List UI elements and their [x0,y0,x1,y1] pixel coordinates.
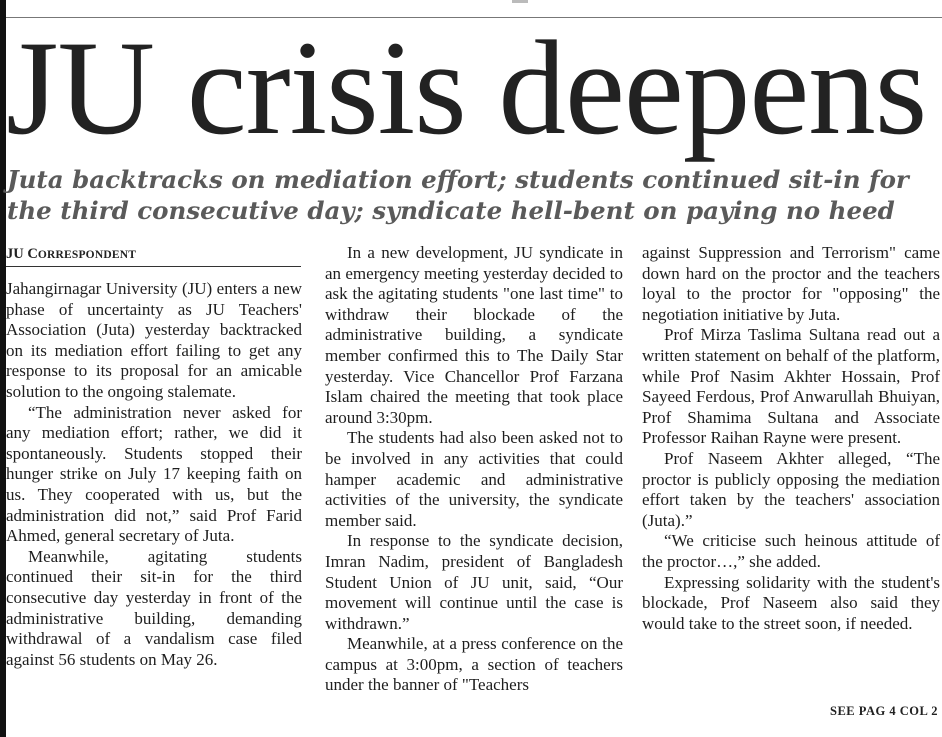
byline-rest: ORRESPONDENT [37,249,137,261]
top-mark [512,0,528,3]
paragraph: “The administration never asked for any mediation effort; rather, we did it spontaneously. Students stopped their hunger strike on July 17 keeping faith on us. They cooperated with us, but the administration did not,” said Prof Farid Ahmed, general secretary of Juta. [6,402,302,546]
article-column-3 [642,243,940,634]
continuation-jump-line: SEE PAG 4 COL 2 [830,704,938,718]
subheadline: Juta backtracks on mediation effort; students continued sit-in for the third consecutive day; syndicate hell-bent on paying no heed [7,165,909,225]
paragraph: The students had also been asked not to be involved in any activities that could hamper academic and administrative activities of the university, the syndicate member said. [325,428,623,530]
paragraph: Meanwhile, at a press conference on the campus at 3:00pm, a section of teachers under the banner of "Teachers [325,634,623,695]
paragraph: Expressing solidarity with the student's blockade, Prof Naseem also said they would take to the street soon, if needed. [642,572,940,633]
paragraph: against Suppression and Terrorism" came down hard on the proctor and the teachers loyal to the proctor for "opposing" the negotiation initiative by Juta. [642,243,940,324]
paragraph: Prof Naseem Akhter alleged, “The proctor is publicly opposing the mediation effort taken by the teachers' association (Juta).” [642,448,940,530]
paragraph: Prof Mirza Taslima Sultana read out a written statement on behalf of the platform, while Prof Nasim Akhter Hossain, Prof Sayeed Ferdous, Prof Anwarullah Bhuiyan, Prof Shamima Sultana and Associate Professor Raihan Rayne were present. [642,325,940,448]
paragraph: Meanwhile, agitating students continued their sit-in for the third consecutive day yesterday in front of the administrative building, demanding withdrawal of a vandalism case filed against 56 students on May 26. [6,546,302,669]
byline-lead: JU C [6,246,38,262]
paragraph: In response to the syndicate decision, Imran Nadim, president of Bangladesh Student Union of JU unit, said, “Our movement will continue until the case is withdrawn.” [325,531,623,633]
paragraph: Jahangirnagar University (JU) enters a new phase of uncertainty as JU Teachers' Association (Juta) yesterday backtracked on its mediation effort failing to get any response to its proposal for an amicable solution to the ongoing stalemate. [6,279,302,401]
article-column-1 [6,279,302,670]
article-column-2 [325,243,623,696]
paragraph: “We criticise such heinous attitude of the proctor…,” she added. [642,531,940,571]
byline [6,246,301,267]
headline: JU crisis deepens [6,14,927,163]
paragraph: In a new development, JU syndicate in an emergency meeting yesterday decided to ask the agitating students "one last time" to withdraw their blockade of the administrative building, a syndicate member confirmed this to The Daily Star yesterday. Vice Chancellor Prof Farzana Islam chaired the meeting that took place around 3:30pm. [325,243,623,427]
